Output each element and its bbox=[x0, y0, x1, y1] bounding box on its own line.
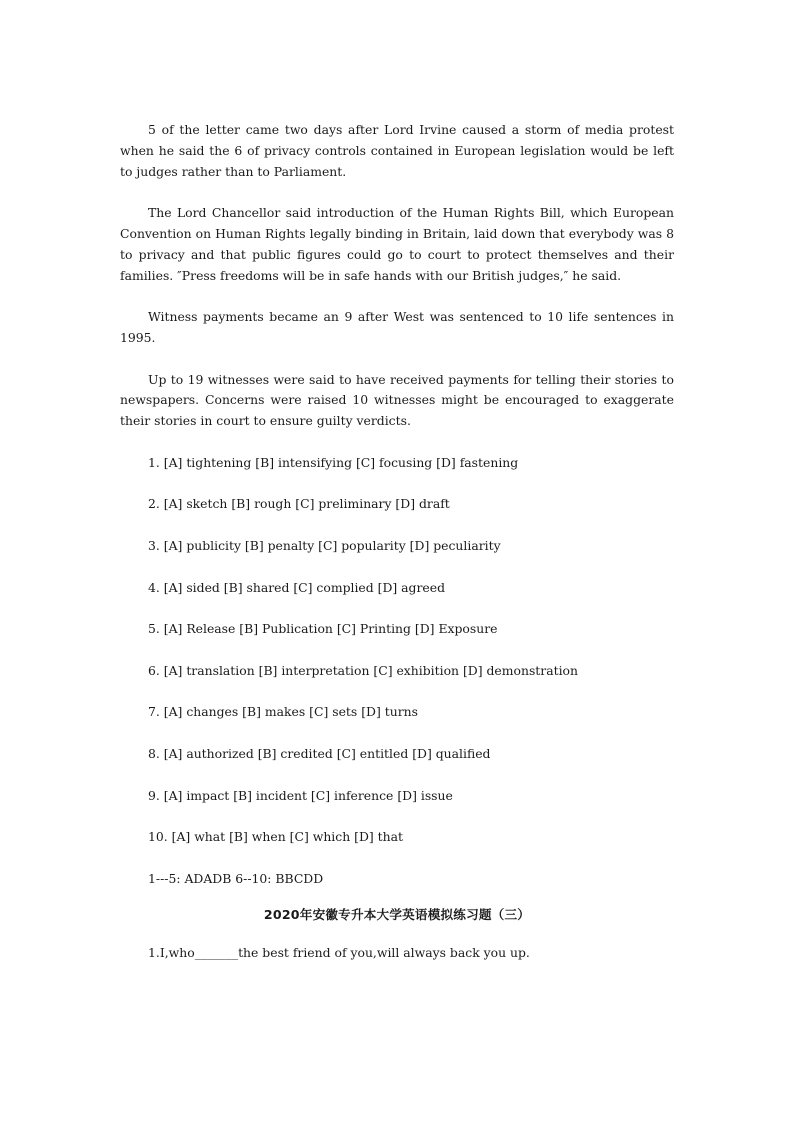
option-line: 9. [A] impact [B] incident [C] inference [D] issue bbox=[148, 787, 453, 803]
paragraph: 5 of the letter came two days after Lord Irvine caused a storm of media protest when he said the 6 of privacy controls contained in European legislation would be left to judges rather than to Parliament. bbox=[120, 122, 674, 179]
answer-key: 1---5: ADADB 6--10: BBCDD bbox=[148, 870, 324, 886]
option-line: 2. [A] sketch [B] rough [C] preliminary [D] draft bbox=[148, 496, 450, 512]
option-line: 4. [A] sided [B] shared [C] complied [D] agreed bbox=[148, 579, 446, 595]
option-line: 8. [A] authorized [B] credited [C] entitled [D] qualified bbox=[148, 745, 491, 761]
paragraph: The Lord Chancellor said introduction of the Human Rights Bill, which European Convention on Human Rights legally binding in Britain, laid down that everybody was 8 to privacy and that public figures could go to court to protect themselves and their families. ″Press freedoms will be in safe hands with our British judges,″ he said. bbox=[120, 205, 674, 283]
section-heading: 2020年安徽专升本大学英语模拟练习题（三） bbox=[263, 907, 531, 923]
question-line: 1.I,who_______the best friend of you,will always back you up. bbox=[148, 945, 530, 961]
option-line: 1. [A] tightening [B] intensifying [C] focusing [D] fastening bbox=[148, 454, 519, 470]
option-line: 6. [A] translation [B] interpretation [C] exhibition [D] demonstration bbox=[148, 662, 578, 678]
paragraph: Witness payments became an 9 after West was sentenced to 10 life sentences in 1995. bbox=[120, 309, 674, 345]
document-page bbox=[120, 120, 674, 964]
option-line: 10. [A] what [B] when [C] which [D] that bbox=[148, 829, 404, 845]
option-line: 3. [A] publicity [B] penalty [C] popularity [D] peculiarity bbox=[148, 537, 501, 553]
option-line: 5. [A] Release [B] Publication [C] Printing [D] Exposure bbox=[148, 621, 498, 637]
paragraph: Up to 19 witnesses were said to have received payments for telling their stories to newspapers. Concerns were raised 10 witnesses might be encouraged to exaggerate their stories in court to ensure guilty verdicts. bbox=[120, 371, 674, 429]
option-line: 7. [A] changes [B] makes [C] sets [D] turns bbox=[148, 704, 418, 720]
